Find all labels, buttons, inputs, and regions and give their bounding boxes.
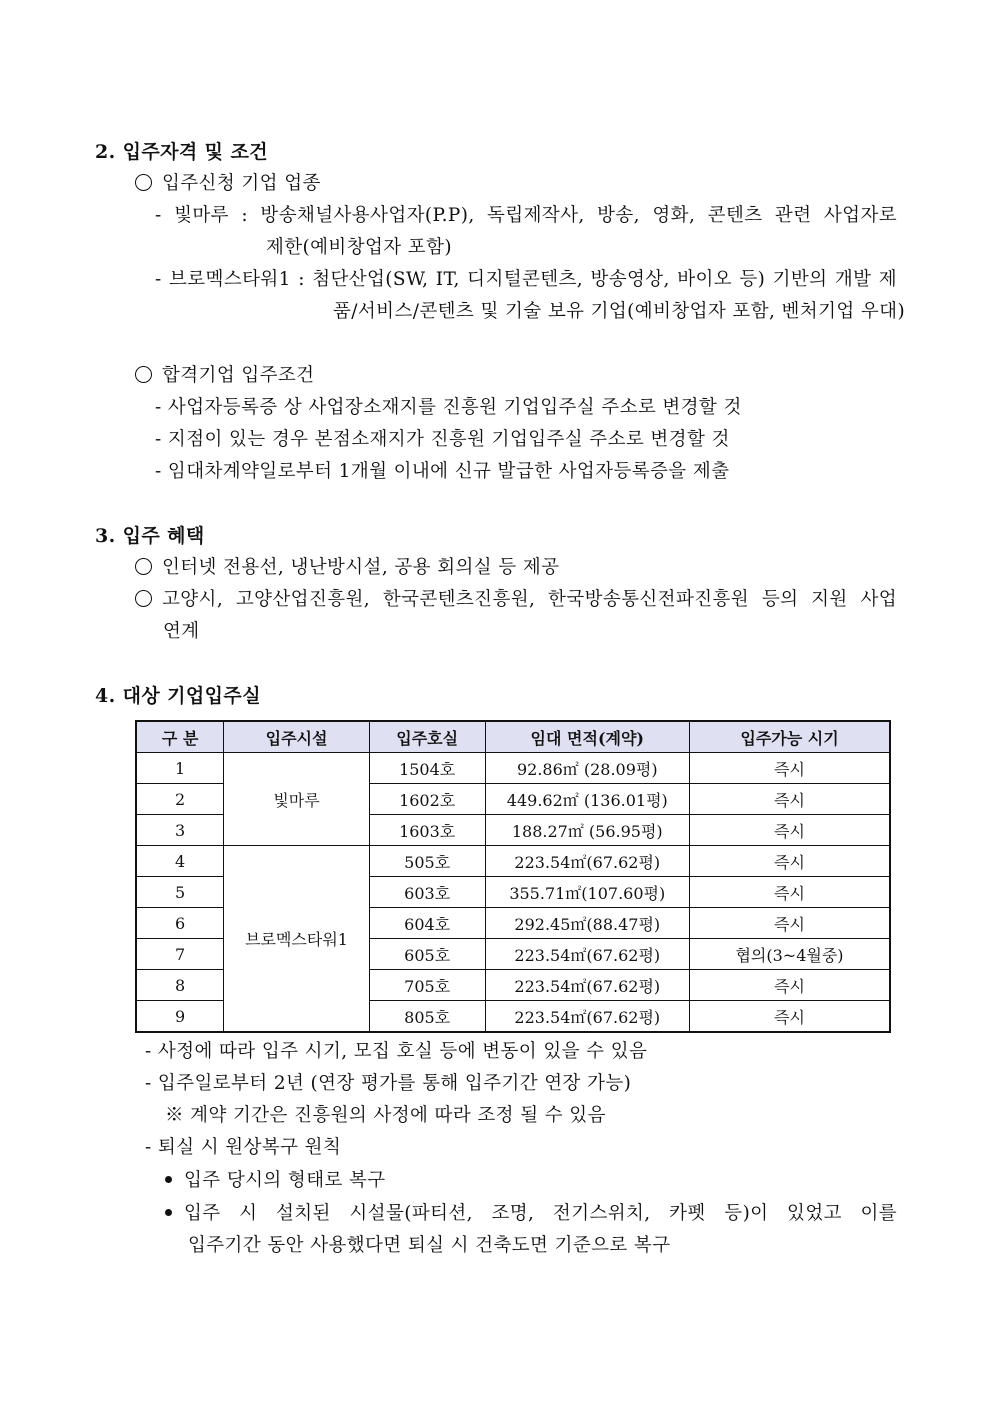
industry-heading: 입주신청 기업 업종 xyxy=(162,173,321,194)
condition-item: - 지점이 있는 경우 본점소재지가 진흥원 기업입주실 주소로 변경할 것 xyxy=(155,429,730,450)
note-restore: - 퇴실 시 원상복구 원칙 xyxy=(145,1137,342,1158)
section3-title: 3. 입주 혜택 xyxy=(95,525,205,547)
cell-availability: 즉시 xyxy=(690,908,890,939)
circle-bullet-icon xyxy=(135,558,152,575)
cell-room: 605호 xyxy=(369,939,485,970)
cell-facility-group: 브로멕스타워1 xyxy=(224,846,370,1033)
cell-no: 7 xyxy=(136,939,224,970)
cell-area: 223.54㎡(67.62평) xyxy=(485,939,690,970)
col-header-no: 구 분 xyxy=(136,721,224,753)
table-row xyxy=(136,753,890,784)
cell-no: 2 xyxy=(136,784,224,815)
bitmaru-criteria-line2: 제한(예비창업자 포함) xyxy=(266,237,452,258)
circle-bullet-icon xyxy=(135,366,152,383)
dot-bullet-icon xyxy=(165,1209,172,1216)
bromex-criteria-line1: - 브로멕스타워1 : 첨단산업(SW, IT, 디지털콘텐츠, 방송영상, 바이오 등) 기반의 개발 제 xyxy=(155,269,897,290)
cell-room: 604호 xyxy=(369,908,485,939)
cell-room: 603호 xyxy=(369,877,485,908)
cell-no: 9 xyxy=(136,1001,224,1033)
cell-no: 8 xyxy=(136,970,224,1001)
note-period: - 입주일로부터 2년 (연장 평가를 통해 입주기간 연장 가능) xyxy=(145,1073,632,1094)
cell-availability: 즉시 xyxy=(690,815,890,846)
restore-text: 입주 당시의 형태로 복구 xyxy=(184,1170,386,1191)
benefit-text-continued: 연계 xyxy=(163,621,200,642)
note-change: - 사정에 따라 입주 시기, 모집 호실 등에 변동이 있을 수 있음 xyxy=(145,1041,648,1062)
circle-bullet-icon xyxy=(135,174,152,191)
cell-room: 805호 xyxy=(369,1001,485,1033)
cell-area: 223.54㎡(67.62평) xyxy=(485,846,690,877)
bromex-criteria-line2: 품/서비스/콘텐츠 및 기술 보유 기업(예비창업자 포함, 벤처기업 우대) xyxy=(333,301,906,322)
circle-bullet-icon xyxy=(135,590,152,607)
col-header-availability: 입주가능 시기 xyxy=(690,721,890,753)
cell-availability: 즉시 xyxy=(690,877,890,908)
cell-availability: 즉시 xyxy=(690,784,890,815)
cell-area: 449.62㎡ (136.01평) xyxy=(485,784,690,815)
cell-room: 1504호 xyxy=(369,753,485,784)
restore-item xyxy=(165,1168,386,1194)
benefit-text: 고양시, 고양산업진흥원, 한국콘텐츠진흥원, 한국방송통신전파진흥원 등의 지원 사업 xyxy=(162,589,897,610)
conditions-heading: 합격기업 입주조건 xyxy=(162,365,315,386)
restore-text: 입주 시 설치된 시설물(파티션, 조명, 전기스위치, 카펫 등)이 있었고 이를 xyxy=(184,1203,897,1224)
cell-room: 505호 xyxy=(369,846,485,877)
cell-availability: 협의(3~4월중) xyxy=(690,939,890,970)
facility-table xyxy=(135,720,891,1033)
cell-availability: 즉시 xyxy=(690,1001,890,1033)
col-header-area: 임대 면적(계약) xyxy=(485,721,690,753)
col-header-room: 입주호실 xyxy=(369,721,485,753)
restore-text-continued: 입주기간 동안 사용했다면 퇴실 시 건축도면 기준으로 복구 xyxy=(188,1235,671,1256)
table-header-row xyxy=(136,721,890,753)
cell-no: 1 xyxy=(136,753,224,784)
section2-title: 2. 입주자격 및 조건 xyxy=(95,141,268,163)
cell-room: 1603호 xyxy=(369,815,485,846)
cell-no: 4 xyxy=(136,846,224,877)
dot-bullet-icon xyxy=(165,1176,172,1183)
condition-item: - 사업자등록증 상 사업장소재지를 진흥원 기업입주실 주소로 변경할 것 xyxy=(155,397,742,418)
benefit-item xyxy=(135,555,559,581)
note-period-remark: ※ 계약 기간은 진흥원의 사정에 따라 조정 될 수 있음 xyxy=(165,1105,606,1126)
cell-facility-group: 빛마루 xyxy=(224,753,370,846)
cell-no: 5 xyxy=(136,877,224,908)
industry-heading-row xyxy=(135,171,321,197)
cell-no: 6 xyxy=(136,908,224,939)
col-header-facility: 입주시설 xyxy=(224,721,370,753)
cell-availability: 즉시 xyxy=(690,970,890,1001)
cell-room: 1602호 xyxy=(369,784,485,815)
cell-area: 223.54㎡(67.62평) xyxy=(485,970,690,1001)
cell-area: 92.86㎡ (28.09평) xyxy=(485,753,690,784)
cell-area: 292.45㎡(88.47평) xyxy=(485,908,690,939)
cell-availability: 즉시 xyxy=(690,753,890,784)
cell-room: 705호 xyxy=(369,970,485,1001)
conditions-heading-row xyxy=(135,363,314,389)
benefit-item xyxy=(135,587,897,639)
cell-availability: 즉시 xyxy=(690,846,890,877)
table-row xyxy=(136,846,890,877)
cell-area: 188.27㎡ (56.95평) xyxy=(485,815,690,846)
cell-area: 355.71㎡(107.60평) xyxy=(485,877,690,908)
cell-no: 3 xyxy=(136,815,224,846)
section4-title: 4. 대상 기업입주실 xyxy=(95,685,261,707)
condition-item: - 임대차계약일로부터 1개월 이내에 신규 발급한 사업자등록증을 제출 xyxy=(155,461,730,482)
cell-area: 223.54㎡(67.62평) xyxy=(485,1001,690,1033)
bitmaru-criteria-line1: - 빛마루 : 방송채널사용사업자(P.P), 독립제작사, 방송, 영화, 콘텐츠 관련 사업자로 xyxy=(155,205,897,226)
benefit-text: 인터넷 전용선, 냉난방시설, 공용 회의실 등 제공 xyxy=(162,557,560,578)
